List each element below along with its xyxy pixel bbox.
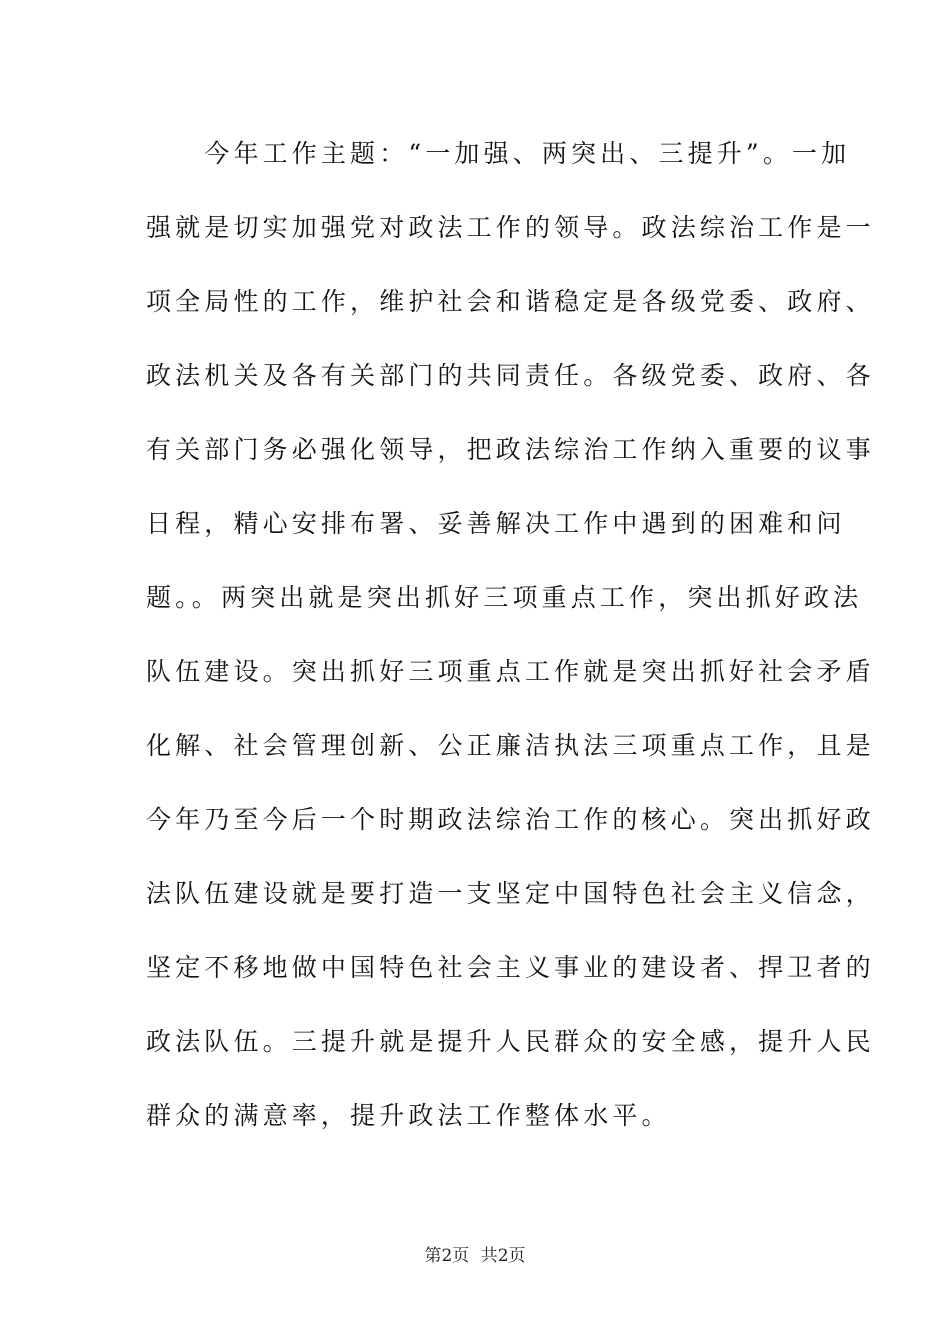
- page-footer: [0, 1241, 950, 1266]
- text-line-4: 政法机关及各有关部门的共同责任。各级党委、政府、各: [146, 361, 875, 390]
- page-number: 第2页: [424, 1246, 470, 1266]
- text-line-1: 今年工作主题：“一加强、两突出、三提升”。一加: [146, 139, 851, 168]
- text-line-13: 政法队伍。三提升就是提升人民群众的安全感，提升人民: [146, 1027, 875, 1056]
- text-line-8: 队伍建设。突出抓好三项重点工作就是突出抓好社会矛盾: [146, 657, 875, 686]
- text-line-11: 法队伍建设就是要打造一支坚定中国特色社会主义信念，: [146, 879, 875, 908]
- text-line-12: 坚定不移地做中国特色社会主义事业的建设者、捍卫者的: [146, 953, 875, 982]
- text-line-5: 有关部门务必强化领导，把政法综治工作纳入重要的议事: [146, 435, 875, 464]
- text-line-7: 题。。两突出就是突出抓好三项重点工作，突出抓好政法: [146, 583, 863, 612]
- text-line-10: 今年乃至今后一个时期政法综治工作的核心。突出抓好政: [146, 805, 875, 834]
- body-text: [146, 128, 875, 1164]
- page-total: 共2页: [480, 1246, 526, 1266]
- text-line-3: 项全局性的工作，维护社会和谐稳定是各级党委、政府、: [146, 287, 875, 316]
- text-line-14: 群众的满意率，提升政法工作整体水平。: [146, 1101, 671, 1130]
- text-line-2: 强就是切实加强党对政法工作的领导。政法综治工作是一: [146, 213, 875, 242]
- text-line-6: 日程，精心安排布署、妥善解决工作中遇到的困难和问: [146, 509, 846, 538]
- text-line-9: 化解、社会管理创新、公正廉洁执法三项重点工作，且是: [146, 731, 875, 760]
